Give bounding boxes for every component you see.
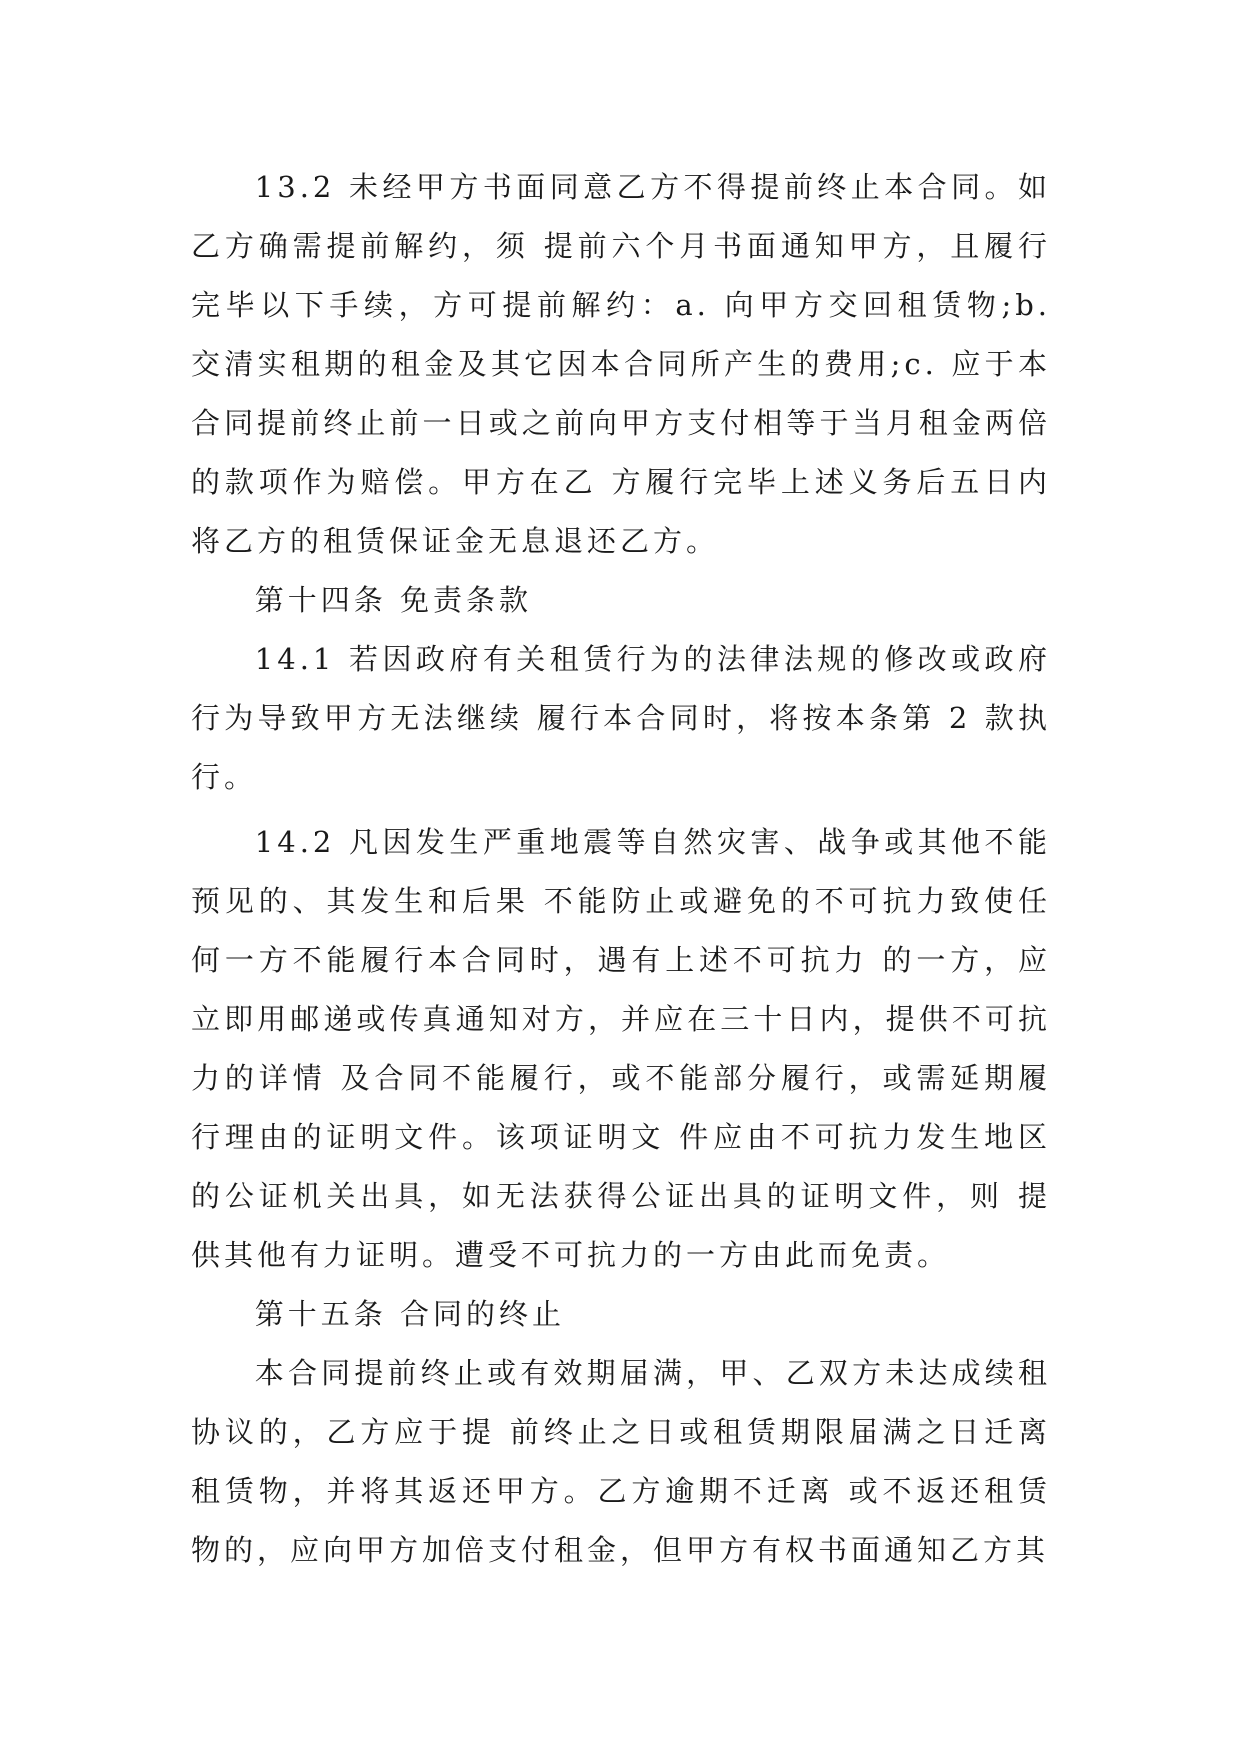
clause-13-2-paragraph: 13.2 未经甲方书面同意乙方不得提前终止本合同。如乙方确需提前解约，须 提前六个月书面通知甲方，且履行完毕以下手续，方可提前解约：a. 向甲方交回租赁物;b. 交清实租期的租金及其它因本合同所产生的费用;c. 应于本合同提前终止前一日或之前向甲方支付相等于当月租金两倍的款项作为赔偿。甲方在乙 方履行完毕上述义务后五日内将乙方的租赁保证金无息退还乙方。 xyxy=(191,170,1051,558)
clause-14-1-paragraph: 14.1 若因政府有关租赁行为的法律法规的修改或政府行为导致甲方无法继续 履行本合同时，将按本条第 2 款执行。 xyxy=(191,642,1051,794)
article-15-heading: 第十五条 合同的终止 xyxy=(254,1297,566,1331)
article-15-paragraph: 本合同提前终止或有效期届满，甲、乙双方未达成续租协议的，乙方应于提 前终止之日或租赁期限届满之日迁离租赁物，并将其返还甲方。乙方逾期不迁离 或不返还租赁物的，应向甲方加倍支付租金，但甲方有权书面通知乙方其 xyxy=(191,1356,1051,1567)
article-14-heading: 第十四条 免责条款 xyxy=(254,583,533,617)
clause-14-2-paragraph: 14.2 凡因发生严重地震等自然灾害、战争或其他不能预见的、其发生和后果 不能防止或避免的不可抗力致使任何一方不能履行本合同时，遇有上述不可抗力 的一方，应立即用邮递或传真通知对方，并应在三十日内，提供不可抗力的详情 及合同不能履行，或不能部分履行，或需延期履行理由的证明文件。该项证明文 件应由不可抗力发生地区的公证机关出具，如无法获得公证出具的证明文件，则 提供其他有力证明。遭受不可抗力的一方由此而免责。 xyxy=(191,825,1051,1272)
document-body xyxy=(191,158,1051,1580)
